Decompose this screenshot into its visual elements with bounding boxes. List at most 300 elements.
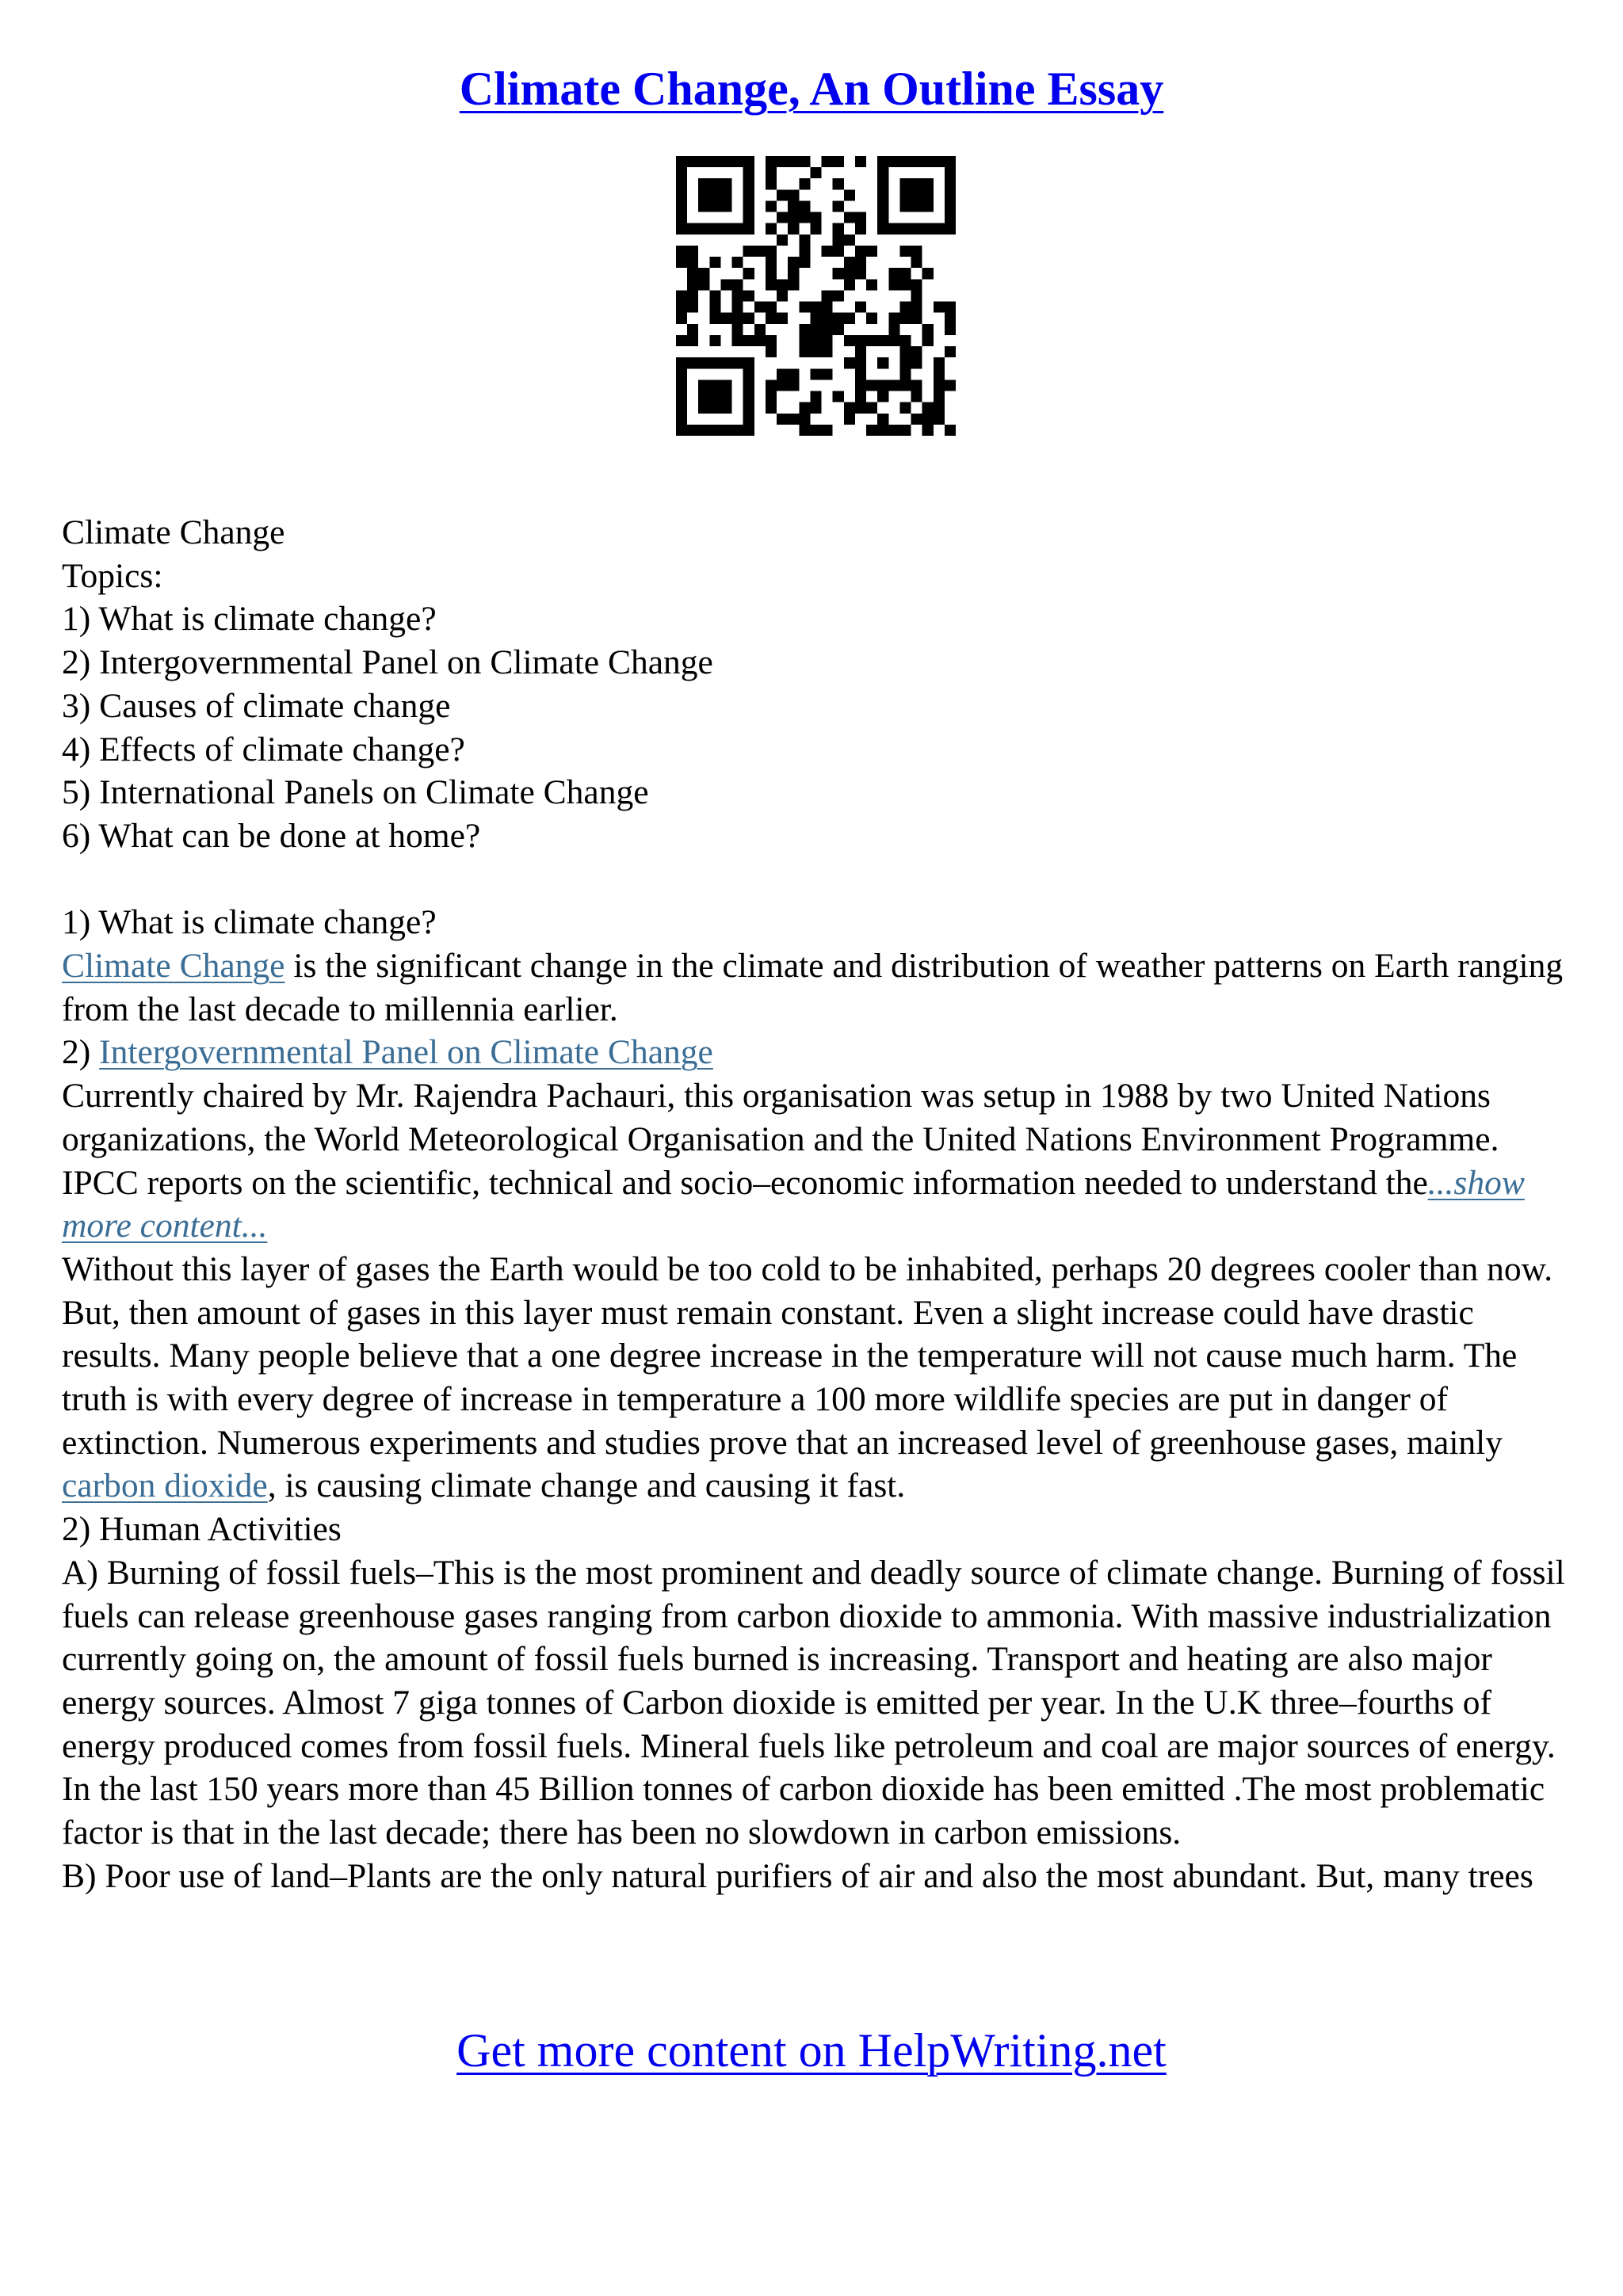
qr-module (743, 290, 754, 301)
qr-module (732, 302, 743, 313)
qr-module (855, 223, 866, 235)
qr-module (766, 402, 777, 414)
qr-module (810, 391, 821, 402)
qr-module (855, 346, 866, 357)
section2-heading (62, 1031, 1568, 1074)
qr-module (899, 402, 911, 414)
qr-module (709, 313, 720, 324)
qr-module (766, 178, 777, 189)
gases-paragraph (62, 1248, 1568, 1508)
qr-module (709, 178, 720, 189)
qr-module (911, 357, 922, 368)
qr-module (922, 200, 934, 212)
qr-module (833, 268, 844, 279)
qr-module (899, 223, 911, 235)
qr-module (844, 402, 855, 414)
qr-module (766, 313, 777, 324)
qr-module (687, 246, 698, 257)
qr-module (833, 235, 844, 246)
qr-module (855, 391, 866, 402)
qr-module (777, 414, 788, 425)
qr-module (911, 246, 922, 257)
qr-module (911, 379, 922, 391)
qr-module (766, 200, 777, 212)
qr-module (743, 391, 754, 402)
qr-module (822, 335, 833, 346)
qr-module (799, 257, 810, 268)
qr-module (810, 425, 821, 436)
footer (0, 2019, 1623, 2082)
qr-module (766, 246, 777, 257)
qr-module (720, 379, 731, 391)
qr-module (810, 324, 821, 335)
section1-paragraph (62, 944, 1568, 1031)
qr-module (877, 391, 888, 402)
climate-change-link[interactable]: Climate Change (62, 947, 285, 986)
qr-module (743, 379, 754, 391)
paragraph-spacer (62, 858, 1568, 902)
qr-module (810, 402, 821, 414)
qr-module (844, 335, 855, 346)
qr-module (833, 178, 844, 189)
qr-module (799, 302, 810, 313)
qr-module (911, 290, 922, 301)
qr-module (766, 268, 777, 279)
qr-module (934, 156, 945, 167)
qr-module (777, 313, 788, 324)
qr-module (877, 335, 888, 346)
qr-module (676, 178, 687, 189)
qr-module (922, 268, 934, 279)
qr-module (743, 313, 754, 324)
qr-module (743, 223, 754, 235)
title-link[interactable]: Climate Change, An Outline Essay (459, 63, 1164, 115)
qr-module (777, 212, 788, 223)
qr-module (877, 200, 888, 212)
topic-item: 5) International Panels on Climate Change (62, 773, 649, 812)
qr-module (822, 290, 833, 301)
qr-module (899, 189, 911, 200)
qr-module (888, 156, 899, 167)
qr-module (698, 189, 709, 200)
qr-module (877, 414, 888, 425)
qr-module (766, 346, 777, 357)
qr-module (945, 156, 956, 167)
qr-module (855, 302, 866, 313)
qr-module (922, 425, 934, 436)
qr-module (922, 189, 934, 200)
topic-item: 2) Intergovernmental Panel on Climate Change (62, 643, 713, 682)
qr-module (788, 156, 799, 167)
qr-module (877, 212, 888, 223)
qr-module (766, 156, 777, 167)
qr-module (676, 379, 687, 391)
qr-module (922, 223, 934, 235)
qr-module (810, 223, 821, 235)
qr-module (888, 279, 899, 290)
qr-module (911, 313, 922, 324)
qr-module (777, 189, 788, 200)
qr-module (822, 313, 833, 324)
qr-module (720, 313, 731, 324)
qr-module (934, 223, 945, 235)
qr-module (911, 178, 922, 189)
qr-module (777, 156, 788, 167)
qr-module (687, 156, 698, 167)
carbon-dioxide-link[interactable]: carbon dioxide (62, 1466, 268, 1505)
qr-module (945, 302, 956, 313)
qr-module (877, 156, 888, 167)
qr-module (899, 178, 911, 189)
qr-module (911, 156, 922, 167)
qr-module (732, 313, 743, 324)
qr-module (799, 235, 810, 246)
qr-module (799, 324, 810, 335)
qr-module (899, 346, 911, 357)
qr-module (720, 189, 731, 200)
qr-module (945, 200, 956, 212)
qr-module (743, 189, 754, 200)
qr-module (888, 324, 899, 335)
qr-module (855, 246, 866, 257)
qr-module (788, 279, 799, 290)
qr-module (934, 368, 945, 379)
qr-module (833, 156, 844, 167)
qr-module (934, 302, 945, 313)
qr-module (833, 391, 844, 402)
qr-module (777, 379, 788, 391)
qr-module (709, 189, 720, 200)
qr-module (732, 156, 743, 167)
qr-module (732, 357, 743, 368)
qr-module (743, 156, 754, 167)
qr-module (888, 379, 899, 391)
qr-module (833, 246, 844, 257)
qr-module (911, 302, 922, 313)
qr-module (676, 290, 687, 301)
qr-module (743, 402, 754, 414)
qr-module (934, 391, 945, 402)
qr-module (877, 379, 888, 391)
section2-prefix: 2) (62, 1033, 100, 1072)
qr-module (799, 156, 810, 167)
gases-text: Without this layer of gases the Earth would be too cold to be inhabited, perhaps 20 degrees cooler than now. But, then amount of gases in this layer must remain constant. Even a slight increase could have drastic results. Many people believe that a one degree increase in the temperature will not cause much harm. The truth is with every degree of increase in temperature a 100 more wildlife species are put in danger of extinction. Numerous experiments and studies prove that an increased level of greenhouse gases, mainly (62, 1249, 1553, 1462)
qr-module (833, 223, 844, 235)
qr-module (844, 212, 855, 223)
qr-module (720, 156, 731, 167)
fossil-fuels-paragraph: A) Burning of fossil fuels–This is the most prominent and deadly source of climate change. Burning of fossil fuels can release greenhouse gases ranging from carbon dioxide to ammonia. With massive industrialization currently going on, the amount of fossil fuels burned is increasing. Transport and heating are also major energy sources. Almost 7 giga tonnes of Carbon dioxide is emitted per year. In the U.K three–fourths of energy produced comes from fossil fuels. Mineral fuels like petroleum and coal are major sources of energy. In the last 150 years more than 45 Billion tonnes of carbon dioxide has been emitted .The most problematic factor is that in the last decade; there has been no slowdown in carbon emissions. (62, 1553, 1565, 1852)
qr-module (732, 324, 743, 335)
qr-module (888, 268, 899, 279)
qr-module (709, 357, 720, 368)
qr-module (676, 189, 687, 200)
qr-module (687, 335, 698, 346)
qr-module (720, 402, 731, 414)
qr-module (922, 414, 934, 425)
qr-module (743, 178, 754, 189)
topic-item: 1) What is climate change? (62, 600, 437, 639)
qr-module (934, 402, 945, 414)
qr-module (810, 313, 821, 324)
qr-module (899, 156, 911, 167)
essay-body (62, 511, 1568, 1897)
section2-paragraph (62, 1074, 1568, 1248)
qr-module (899, 335, 911, 346)
qr-module (855, 257, 866, 268)
qr-module (720, 178, 731, 189)
qr-module (743, 357, 754, 368)
qr-module (799, 212, 810, 223)
qr-module (676, 223, 687, 235)
qr-module (788, 223, 799, 235)
qr-module (766, 379, 777, 391)
qr-module (945, 379, 956, 391)
human-activities-heading: 2) Human Activities (62, 1510, 342, 1549)
qr-module (877, 425, 888, 436)
qr-module (899, 246, 911, 257)
qr-module (945, 223, 956, 235)
qr-module (844, 268, 855, 279)
qr-module (743, 246, 754, 257)
qr-module (911, 391, 922, 402)
qr-module (676, 357, 687, 368)
qr-module (676, 425, 687, 436)
qr-module (754, 324, 766, 335)
qr-module (899, 425, 911, 436)
qr-module (877, 223, 888, 235)
qr-module (766, 391, 777, 402)
document-title (0, 57, 1623, 120)
qr-module (822, 302, 833, 313)
qr-module (732, 335, 743, 346)
qr-module (899, 279, 911, 290)
qr-module (855, 212, 866, 223)
qr-module (676, 335, 687, 346)
qr-module (788, 189, 799, 200)
qr-module (709, 290, 720, 301)
qr-module (911, 257, 922, 268)
qr-module (877, 167, 888, 178)
gases-text-end: , is causing climate change and causing it fast. (267, 1466, 906, 1505)
qr-module (899, 200, 911, 212)
qr-module (709, 402, 720, 414)
qr-module (799, 414, 810, 425)
qr-module (822, 156, 833, 167)
qr-module (754, 246, 766, 257)
qr-module (732, 257, 743, 268)
qr-module (810, 368, 821, 379)
qr-module (676, 167, 687, 178)
qr-module (810, 167, 821, 178)
topic-item: 4) Effects of climate change? (62, 730, 465, 769)
section1-heading: 1) What is climate change? (62, 903, 437, 942)
qr-module (799, 425, 810, 436)
qr-module (945, 346, 956, 357)
footer-link[interactable]: Get more content on HelpWriting.net (456, 2024, 1167, 2077)
qr-module (676, 313, 687, 324)
qr-module (709, 257, 720, 268)
topic-item: 3) Causes of climate change (62, 686, 451, 725)
qr-module (866, 402, 877, 414)
qr-module (698, 200, 709, 212)
qr-module (676, 246, 687, 257)
qr-module (866, 313, 877, 324)
qr-module (855, 368, 866, 379)
qr-module (866, 279, 877, 290)
qr-module (945, 425, 956, 436)
qr-module (833, 324, 844, 335)
qr-module (709, 156, 720, 167)
section1-text: is the significant change in the climate and distribution of weather patterns on Earth ranging from the last decade to millennia earlier. (62, 947, 1564, 1028)
qr-module (754, 335, 766, 346)
qr-module (822, 425, 833, 436)
qr-module (766, 302, 777, 313)
qr-module (743, 425, 754, 436)
land-use-paragraph: B) Poor use of land–Plants are the only natural purifiers of air and also the most abundant. But, many trees (62, 1856, 1533, 1895)
qr-module (676, 200, 687, 212)
qr-module (866, 425, 877, 436)
qr-module (899, 357, 911, 368)
qr-module (911, 414, 922, 425)
qr-module (922, 335, 934, 346)
qr-module (877, 178, 888, 189)
qr-module (698, 379, 709, 391)
qr-module (777, 235, 788, 246)
qr-module (709, 391, 720, 402)
qr-module (720, 279, 731, 290)
qr-module (720, 200, 731, 212)
qr-module (676, 302, 687, 313)
qr-module (866, 246, 877, 257)
qr-module (844, 235, 855, 246)
qr-module (945, 324, 956, 335)
qr-module (743, 200, 754, 212)
qr-module (822, 246, 833, 257)
qr-module (855, 156, 866, 167)
qr-module (766, 335, 777, 346)
qr-module (810, 335, 821, 346)
qr-module (687, 257, 698, 268)
qr-module (732, 290, 743, 301)
qr-module (766, 223, 777, 235)
qr-module (911, 346, 922, 357)
qr-module (720, 223, 731, 235)
qr-module (911, 223, 922, 235)
qr-module (934, 357, 945, 368)
qr-module (709, 425, 720, 436)
qr-module (743, 167, 754, 178)
qr-module (720, 357, 731, 368)
qr-module (676, 156, 687, 167)
qr-module (676, 212, 687, 223)
qr-module (720, 425, 731, 436)
qr-module (822, 324, 833, 335)
qr-module (855, 335, 866, 346)
qr-module (766, 279, 777, 290)
qr-module (777, 290, 788, 301)
qr-module (698, 402, 709, 414)
qr-module (676, 402, 687, 414)
qr-module (788, 414, 799, 425)
qr-module (687, 223, 698, 235)
qr-module (945, 167, 956, 178)
qr-module (698, 391, 709, 402)
qr-module (687, 268, 698, 279)
qr-module (911, 189, 922, 200)
qr-module (899, 379, 911, 391)
qr-module (833, 290, 844, 301)
topics-label: Topics: (62, 556, 163, 595)
section2-text: Currently chaired by Mr. Rajendra Pachauri, this organisation was setup in 1988 by two United Nations organizations, the World Meteorological Organisation and the United Nations Environment Programme. IPCC reports on the scientific, technical and socio–economic information needed to understand the (62, 1077, 1499, 1202)
qr-module (899, 313, 911, 324)
qr-module (844, 357, 855, 368)
qr-module (855, 268, 866, 279)
qr-module (922, 156, 934, 167)
qr-module (676, 414, 687, 425)
qr-module (687, 302, 698, 313)
qr-module (687, 324, 698, 335)
qr-module (743, 368, 754, 379)
qr-module (788, 200, 799, 212)
qr-module (788, 212, 799, 223)
show-more-link[interactable]: ...show more content... (62, 1163, 1525, 1245)
qr-module (888, 425, 899, 436)
qr-module (822, 368, 833, 379)
qr-module (698, 279, 709, 290)
qr-module (709, 302, 720, 313)
qr-module (743, 414, 754, 425)
qr-module (698, 156, 709, 167)
qr-module (676, 368, 687, 379)
qr-module (766, 257, 777, 268)
qr-module (799, 200, 810, 212)
qr-module (822, 346, 833, 357)
qr-module (911, 279, 922, 290)
qr-module (799, 402, 810, 414)
qr-code-icon (676, 156, 956, 436)
qr-module (945, 178, 956, 189)
qr-module (899, 268, 911, 279)
qr-module (799, 335, 810, 346)
qr-module (732, 425, 743, 436)
qr-module (810, 346, 821, 357)
topic-item: 6) What can be done at home? (62, 816, 481, 855)
qr-module (866, 379, 877, 391)
qr-module (698, 178, 709, 189)
qr-module (855, 379, 866, 391)
qr-module (888, 223, 899, 235)
qr-module (698, 268, 709, 279)
qr-module (698, 223, 709, 235)
qr-module (888, 335, 899, 346)
qr-module (766, 167, 777, 178)
qr-module (922, 324, 934, 335)
qr-module (844, 313, 855, 324)
qr-module (687, 279, 698, 290)
qr-module (777, 279, 788, 290)
qr-module (922, 402, 934, 414)
qr-module (709, 379, 720, 391)
qr-module (877, 357, 888, 368)
qr-module (844, 257, 855, 268)
qr-module (687, 425, 698, 436)
qr-module (899, 368, 911, 379)
qr-module (788, 379, 799, 391)
qr-module (709, 335, 720, 346)
qr-module (844, 189, 855, 200)
qr-module (676, 257, 687, 268)
ipcc-link[interactable]: Intergovernmental Panel on Climate Change (99, 1033, 713, 1072)
